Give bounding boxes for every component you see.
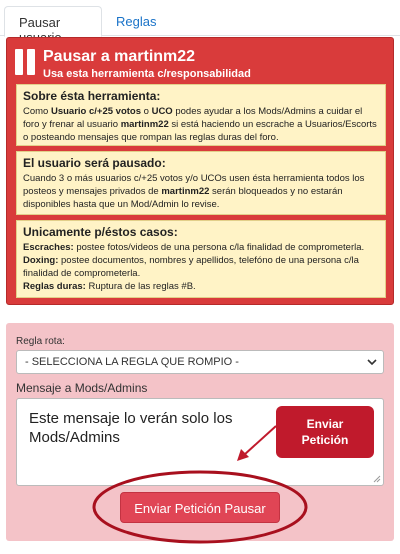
note-casos [16, 220, 386, 298]
tab-pausar-usuario[interactable]: Pausar [4, 6, 102, 37]
tab-reglas[interactable]: Reglas [116, 14, 157, 29]
note-pausado [16, 151, 386, 215]
note-herramienta-heading: Sobre ésta herramienta: [23, 89, 161, 103]
callout-line-1: Enviar [306, 417, 344, 431]
note-casos-reglas: Reglas duras: Ruptura de las reglas #B. [23, 281, 196, 292]
note-herramienta-text: Como Usuario c/+25 votos o UCO podes ayudar a los Mods/Admins a cuidar el foro y frenar al usuario martinm22 si está haciendo un escrache a Usuarios/Escorts o posteando mensajes que rompan las reglas duras del foro. [23, 106, 377, 143]
callout-line-2: Petición [301, 433, 349, 447]
warning-title: Pausar a martinm22 [43, 48, 196, 65]
note-herramienta [16, 84, 386, 146]
note-pausado-heading: El usuario será pausado: [23, 156, 166, 170]
message-placeholder: Este mensaje lo verán solo los Mods/Admins [29, 410, 233, 446]
submit-pause-button[interactable]: Enviar Petición Pausar [120, 492, 280, 523]
annotation-callout [276, 406, 374, 458]
note-casos-doxing: Doxing: postee documentos, nombres y apellidos, telefóno de una persona c/la finalidad de comprometerla. [23, 255, 359, 279]
chevron-down-icon [367, 357, 377, 367]
pause-icon [15, 49, 37, 75]
note-pausado-text: Cuando 3 o más usuarios c/+25 votos y/o UCOs usen ésta herramienta todos los posteos y mensajes privados de martinm22 serán bloqueados y no estarán disponibles hasta que un Mod/Admin lo revise. [23, 173, 365, 210]
warning-subtitle: Usa esta herramienta c/responsabilidad [43, 68, 251, 80]
rule-select-value: - SELECCIONA LA REGLA QUE ROMPIO - [25, 356, 239, 368]
tab-bar [0, 6, 400, 36]
warning-panel [6, 37, 394, 305]
message-label: Mensaje a Mods/Admins [16, 381, 148, 395]
note-casos-escraches: Escraches: postee fotos/videos de una persona c/la finalidad de comprometerla. [23, 242, 365, 253]
resize-grip-icon[interactable] [373, 475, 381, 483]
rule-select[interactable] [16, 350, 384, 374]
note-casos-heading: Unicamente p/éstos casos: [23, 225, 178, 239]
rule-label: Regla rota: [16, 336, 65, 347]
